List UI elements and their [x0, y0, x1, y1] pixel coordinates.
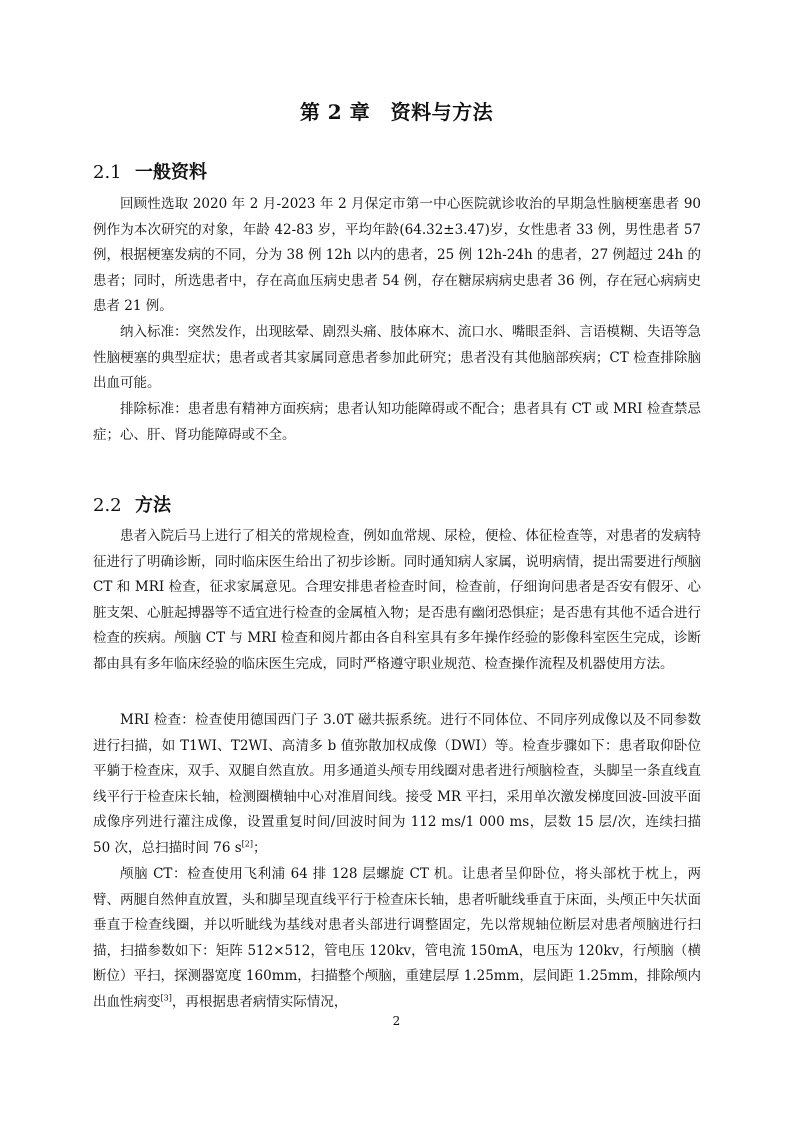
- paragraph-general-info: 回顾性选取 2020 年 2 月-2023 年 2 月保定市第一中心医院就诊收治的早期急性脑梗塞患者 90 例作为本次研究的对象，年龄 42-83 岁，平均年龄(64.32±3.47)岁，女性患者 33 例，男性患者 57 例，根据梗塞发病的不同，分为 38 例 12h 以内的患者，25 例 12h-24h 的患者，27 例超过 24h 的患者；同时，所选患者中，存在高血压病史患者 54 例，存在糖尿病病史患者 36 例，存在冠心病病史患者 21 例。: [93, 196, 701, 315]
- paragraph-inclusion-criteria: 纳入标准：突然发作，出现眩晕、剧烈头痛、肢体麻木、流口水、嘴眼歪斜、言语模糊、失语等急性脑梗塞的典型症状；患者或者其家属同意患者参加此研究；患者没有其他脑部疾病；CT 检查排除脑出血可能。: [93, 324, 701, 392]
- chapter-title: 第 2 章 资料与方法: [299, 100, 494, 124]
- section-title: 一般资料: [135, 162, 207, 183]
- citation-3[interactable]: [3]: [160, 993, 172, 1003]
- citation-2[interactable]: [2]: [241, 839, 254, 849]
- ct-exam-tail: ，再根据患者病情实际情况，: [171, 993, 348, 1010]
- section-title: 方法: [135, 495, 171, 516]
- section-heading-2-2: [93, 491, 171, 517]
- section-number: 2.1: [93, 162, 122, 183]
- paragraph-mri-exam: [93, 708, 701, 862]
- paragraph-ct-exam: [93, 862, 701, 1016]
- page-number: 2: [392, 1014, 401, 1028]
- paragraph-exclusion-criteria: 排除标准：患者患有精神方面疾病；患者认知功能障碍或不配合；患者具有 CT 或 MRI 检查禁忌症；心、肝、肾功能障碍或不全。: [93, 401, 701, 443]
- section-heading-2-1: [93, 158, 207, 184]
- mri-exam-text: MRI 检查：检查使用德国西门子 3.0T 磁共振系统。进行不同体位、不同序列成像以及不同参数进行扫描，如 T1WI、T2WI、高清多 b 值弥散加权成像（DWI）等。检查步骤如下：患者取仰卧位平躺于检查床，双手、双腿自然直放。用多通道头颅专用线圈对患者进行颅脑检查，头脚呈一条直线直线平行于检查床长轴，检测圈横轴中心对准眉间线。接受 MR 平扫，采用单次激发梯度回波-回波平面成像序列进行灌注成像，设置重复时间/回波时间为 112 ms/1 000 ms，层数 15 层/次，连续扫描 50 次，总扫描时间 76 s: [93, 712, 701, 856]
- section-number: 2.2: [93, 495, 122, 516]
- mri-exam-tail: ；: [253, 839, 267, 856]
- ct-exam-text: 颅脑 CT：检查使用飞利浦 64 排 128 层螺旋 CT 机。让患者呈仰卧位，将头部枕于枕上，两臂、两腿自然伸直放置，头和脚呈现直线平行于检查床长轴，患者听眦线垂直于床面，头颅正中矢状面垂直于检查线圈，并以听眦线为基线对患者头部进行调整固定，先以常规轴位断层对患者颅脑进行扫描，扫描参数如下：矩阵 512×512，管电压 120kv，管电流 150mA，电压为 120kv，行颅脑（横断位）平扫，探测器宽度 160mm，扫描整个颅脑，重建层厚 1.25mm，层间距 1.25mm，排除颅内出血性病变: [93, 866, 701, 1010]
- paragraph-method-overview: 患者入院后马上进行了相关的常规检查，例如血常规、尿检，便检、体征检查等，对患者的发病特征进行了明确诊断，同时临床医生给出了初步诊断。同时通知病人家属，说明病情，提出需要进行颅脑 CT 和 MRI 检查，征求家属意见。合理安排患者检查时间，检查前，仔细询问患者是否安有假牙、心脏支架、心脏起搏器等不适宜进行检查的金属植入物；是否患有幽闭恐惧症；是否患有其他不适合进行检查的疾病。颅脑 CT 与 MRI 检查和阅片都由各自科室具有多年操作经验的影像科室医生完成，诊断都由具有多年临床经验的临床医生完成，同时严格遵守职业规范、检查操作流程及机器使用方法。: [93, 528, 701, 672]
